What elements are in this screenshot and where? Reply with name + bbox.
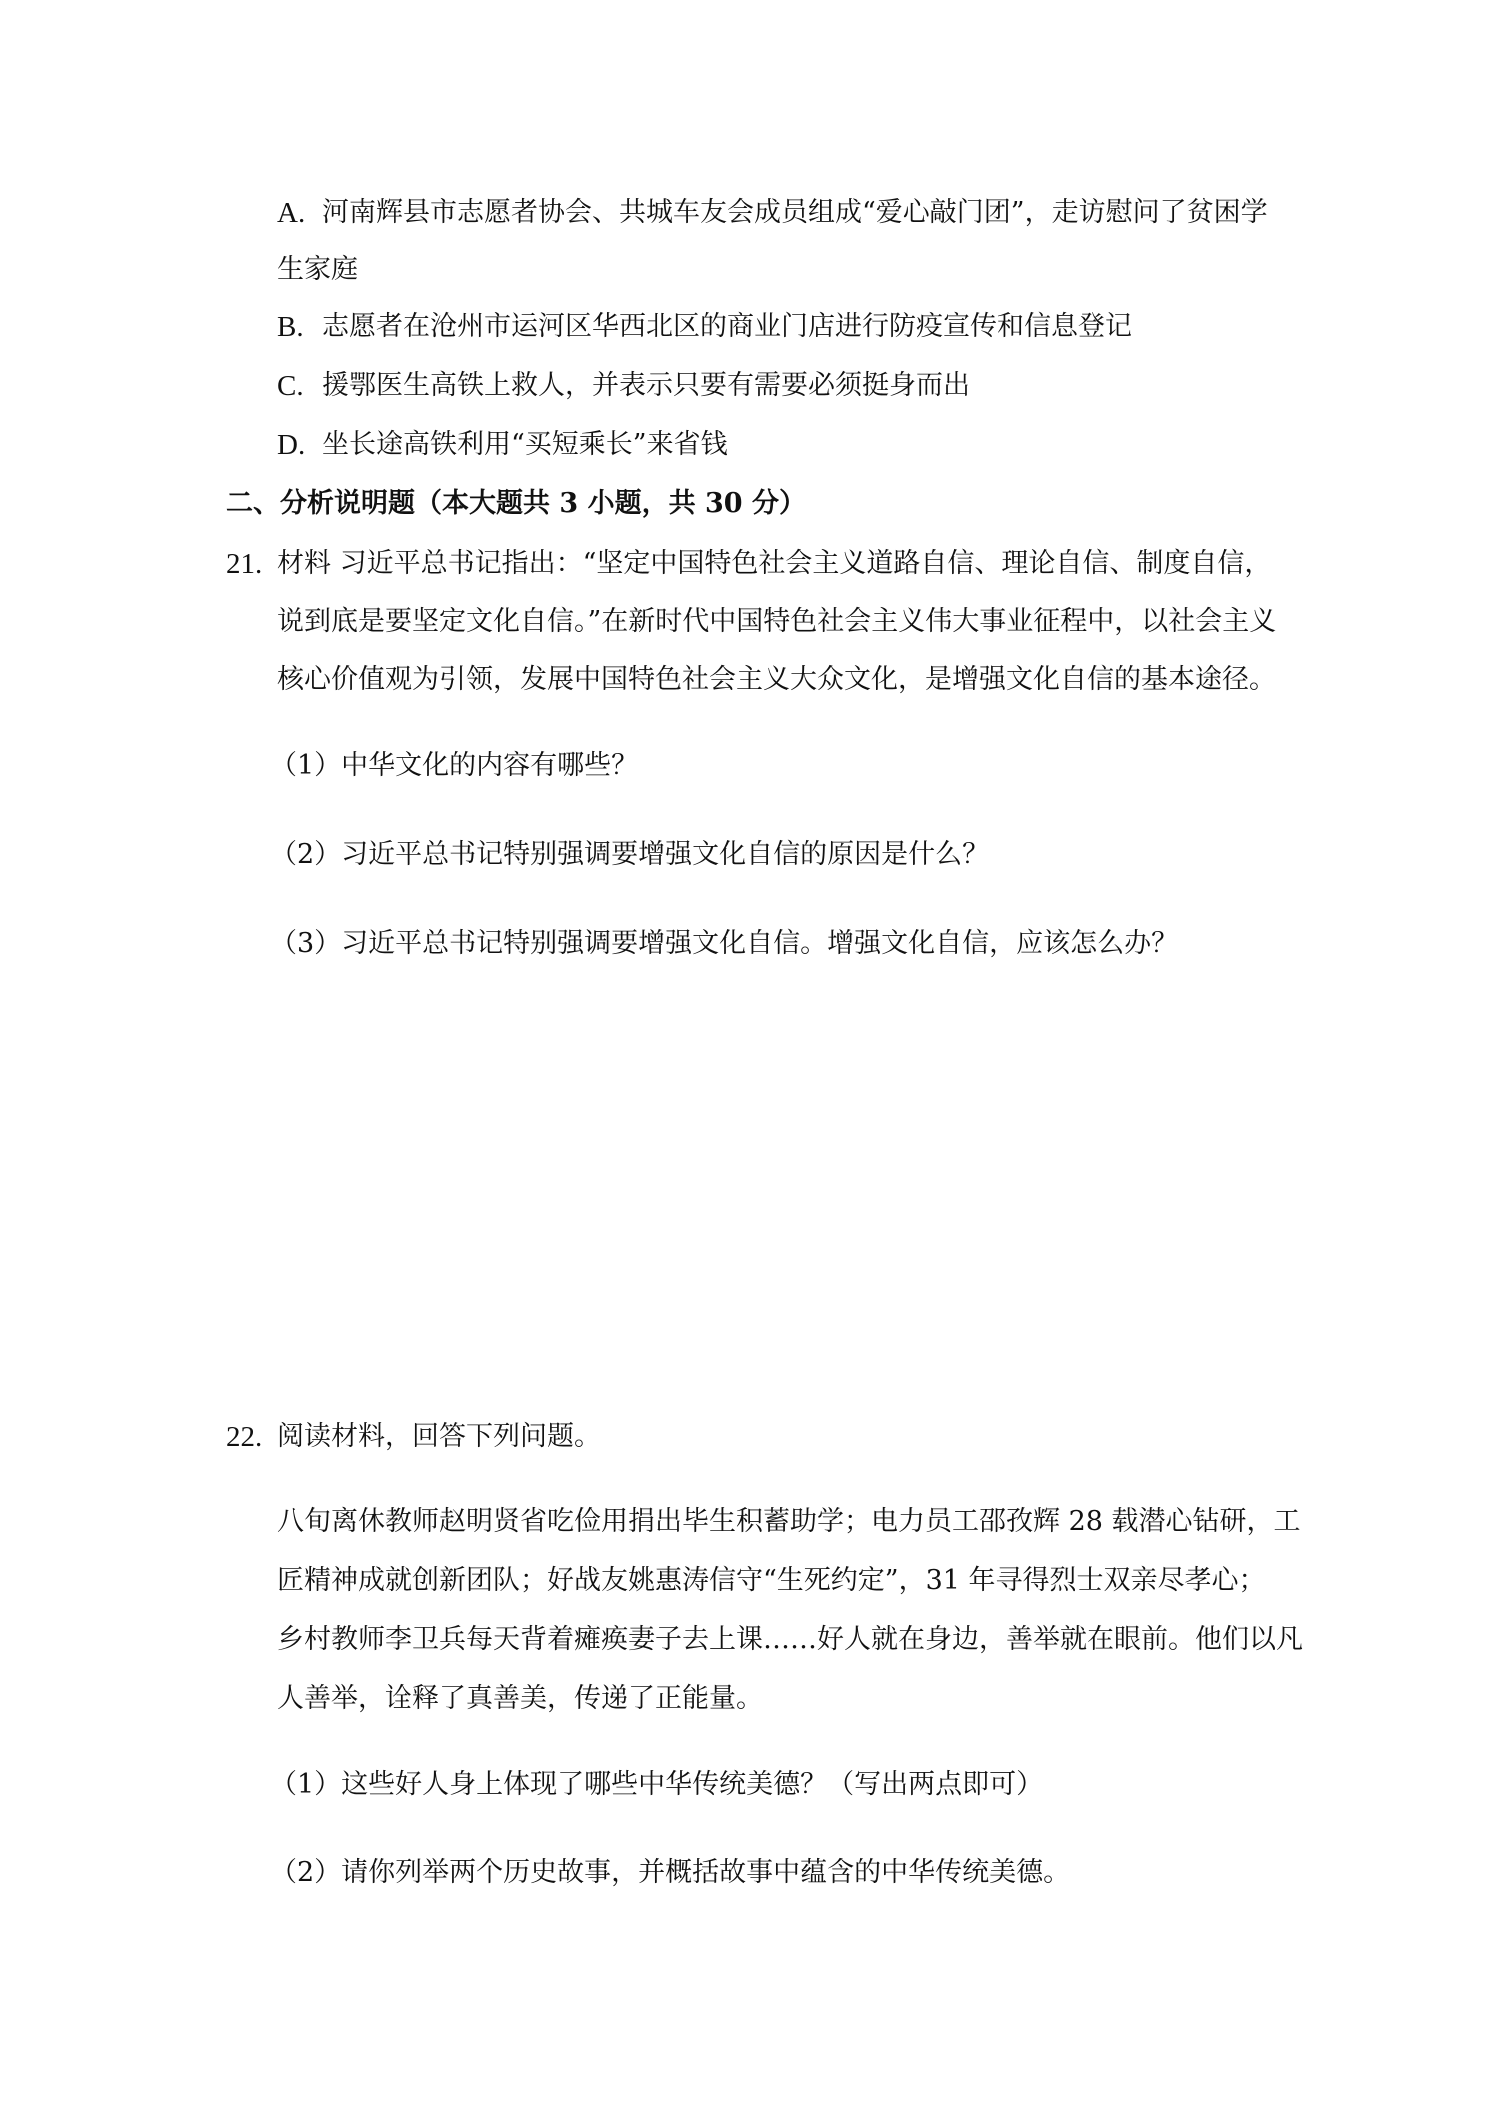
option-b-text: 志愿者在沧州市运河区华西北区的商业门店进行防疫宣传和信息登记: [322, 311, 1132, 342]
q21-sub2: （2）习近平总书记特别强调要增强文化自信的原因是什么？: [270, 839, 990, 870]
option-a-text-line2: 生家庭: [277, 254, 358, 285]
q22-material-line1: 八旬离休教师赵明贤省吃俭用捐出毕生积蓄助学；电力员工邵孜辉 28 载潜心钻研，工: [277, 1506, 1301, 1537]
option-c-letter: C.: [277, 370, 304, 402]
q21-material-line2: 说到底是要坚定文化自信。”在新时代中国特色社会主义伟大事业征程中，以社会主义: [277, 606, 1277, 637]
q21-material-line3: 核心价值观为引领，发展中国特色社会主义大众文化，是增强文化自信的基本途径。: [277, 664, 1276, 695]
q22-number: 22.: [226, 1421, 263, 1453]
option-c-text: 援鄂医生高铁上救人，并表示只要有需要必须挺身而出: [322, 370, 970, 401]
option-b-letter: B.: [277, 311, 304, 343]
q22-material-line3: 乡村教师李卫兵每天背着瘫痪妻子去上课……好人就在身边，善举就在眼前。他们以凡: [277, 1624, 1303, 1655]
q21-sub1: （1）中华文化的内容有哪些？: [270, 750, 639, 781]
option-d-text: 坐长途高铁利用“买短乘长”来省钱: [322, 429, 728, 460]
q21-sub3: （3）习近平总书记特别强调要增强文化自信。增强文化自信，应该怎么办？: [270, 928, 1179, 959]
q22-material-line2: 匠精神成就创新团队；好战友姚惠涛信守“生死约定”，31 年寻得烈士双亲尽孝心；: [277, 1565, 1266, 1596]
q22-material-line4: 人善举，诠释了真善美，传递了正能量。: [277, 1683, 763, 1714]
q22-sub2: （2）请你列举两个历史故事，并概括故事中蕴含的中华传统美德。: [270, 1857, 1071, 1888]
section-heading: 二、分析说明题（本大题共 3 小题，共 30 分）: [226, 488, 806, 519]
option-a-text-line1: 河南辉县市志愿者协会、共城车友会成员组成“爱心敲门团”，走访慰问了贫困学: [322, 197, 1268, 228]
q22-intro: 阅读材料，回答下列问题。: [277, 1421, 601, 1452]
q22-sub1: （1）这些好人身上体现了哪些中华传统美德？（写出两点即可）: [270, 1769, 1044, 1800]
q21-number: 21.: [226, 548, 263, 580]
option-a-letter: A.: [277, 197, 306, 229]
option-d-letter: D.: [277, 429, 306, 461]
q21-material-line1: 材料 习近平总书记指出：“坚定中国特色社会主义道路自信、理论自信、制度自信，: [277, 548, 1272, 579]
